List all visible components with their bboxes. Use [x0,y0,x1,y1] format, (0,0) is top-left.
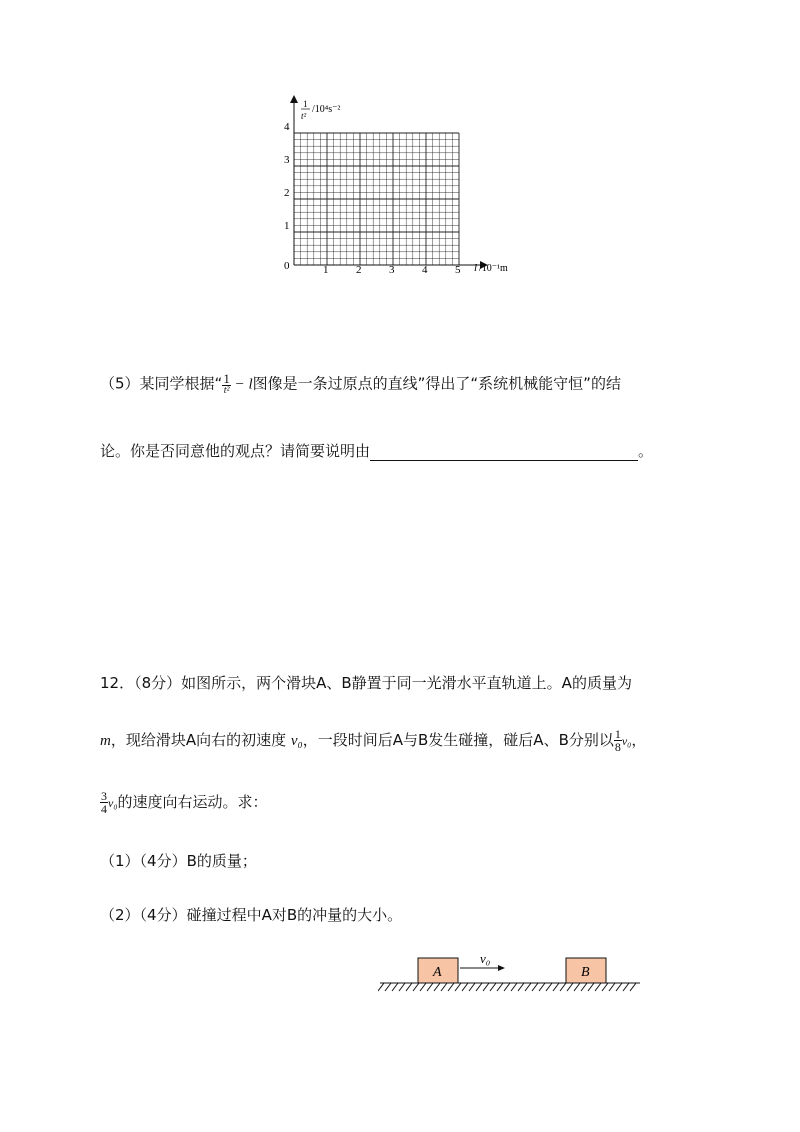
q12-frac1-v: v₀ [621,734,632,748]
x-tick-labels [323,264,461,276]
hatch-line [602,983,608,991]
q5-frac-num: 1 [223,371,230,386]
q12-frac2 [100,790,108,815]
q12-line2-end: ， [631,731,647,749]
hatch-line [378,983,384,991]
y-tick-label: 3 [284,154,290,166]
answer-blank[interactable] [370,446,638,461]
q5-frac-den: t² [223,385,230,396]
hatch-line [511,983,517,991]
q5-prefix: （5）某同学根据“ [100,374,223,393]
hatch-line [588,983,594,991]
q5-line2 [100,440,653,461]
hatch-line [623,983,629,991]
x-tick-label: 1 [323,264,329,276]
q12-line2-c: ，一段时间后A与B发生碰撞，碰后A、B分别以 [302,731,614,749]
hatch-line [434,983,440,991]
hatch-line [462,983,468,991]
q12-v0: v₀ [290,733,303,749]
q12-line2 [100,728,646,753]
hatch-line [448,983,454,991]
ground-hatch [378,983,636,991]
hatch-line [406,983,412,991]
x-tick-label: 4 [422,264,428,276]
y-axis-label-den: t² [301,111,307,121]
q12-sub1-text: （1）（4分）B的质量； [100,852,257,870]
hatch-line [546,983,552,991]
y-tick-label: 2 [284,187,290,199]
x-axis-label-var: l [474,262,478,274]
hatch-line [441,983,447,991]
q12-line3 [100,790,268,815]
hatch-line [567,983,573,991]
q12-frac2-den: 4 [101,802,107,816]
hatch-line [476,983,482,991]
graph [270,95,530,285]
q12-frac1-num: 1 [614,727,621,741]
hatch-line [427,983,433,991]
hatch-line [483,983,489,991]
q12-line1-text: 12．（8分）如图所示，两个滑块A、B静置于同一光滑水平直轨道上。A的质量为 [100,674,632,692]
block-b-label: B [581,965,590,980]
q12-sub2-text: （2）（4分）碰撞过程中A对B的冲量的大小。 [100,906,403,924]
block-a-label: A [433,965,442,980]
velocity-arrowhead [498,965,505,971]
y-tick-labels [284,121,290,232]
q12-frac2-num: 3 [101,789,107,803]
hatch-line [630,983,636,991]
y-tick-label: 4 [284,121,290,133]
hatch-line [399,983,405,991]
hatch-line [525,983,531,991]
hatch-line [413,983,419,991]
x-tick-label: 3 [389,264,395,276]
y-axis-label-num: 1 [303,99,308,109]
collision-figure [378,948,648,998]
q12-sub1 [100,850,257,871]
q12-line2-b: ，现给滑块A向右的初速度 [110,731,291,749]
hatch-line [392,983,398,991]
hatch-line [609,983,615,991]
y-axis-arrow [290,95,298,103]
x-axis-label-unit: /10⁻¹m [479,263,508,274]
q5-suffix: 图像是一条过原点的直线”得出了“系统机械能守恒”的结 [252,374,621,393]
q5-frac-tail: − l [230,376,253,393]
origin-label: 0 [284,260,290,272]
hatch-line [560,983,566,991]
q5-end: 。 [638,442,654,460]
hatch-line [532,983,538,991]
hatch-line [420,983,426,991]
hatch-line [504,983,510,991]
velocity-label: v₀ [480,951,491,966]
x-tick-label: 2 [356,264,362,276]
hatch-line [581,983,587,991]
x-tick-label: 5 [455,264,461,276]
y-tick-label: 1 [284,220,290,232]
q12-frac2-v: v₀ [108,796,118,810]
q12-mass-var: m [100,733,111,749]
y-axis-label-unit: /10⁴s⁻² [312,104,341,115]
hatch-line [553,983,559,991]
q12-line3-text: 的速度向右运动。求： [117,793,268,811]
q5-fraction [222,372,231,396]
q5-line1 [100,372,621,396]
q5-line2-text: 论。你是否同意他的观点？请简要说明由 [100,442,371,460]
hatch-line [497,983,503,991]
hatch-line [539,983,545,991]
hatch-line [616,983,622,991]
hatch-line [574,983,580,991]
hatch-line [469,983,475,991]
q12-line1 [100,672,632,693]
q12-sub2 [100,904,402,925]
hatch-line [455,983,461,991]
q12-frac1 [614,728,622,753]
grid [294,133,459,265]
q12-frac1-den: 8 [614,740,621,754]
hatch-line [490,983,496,991]
hatch-line [595,983,601,991]
hatch-line [385,983,391,991]
hatch-line [518,983,524,991]
